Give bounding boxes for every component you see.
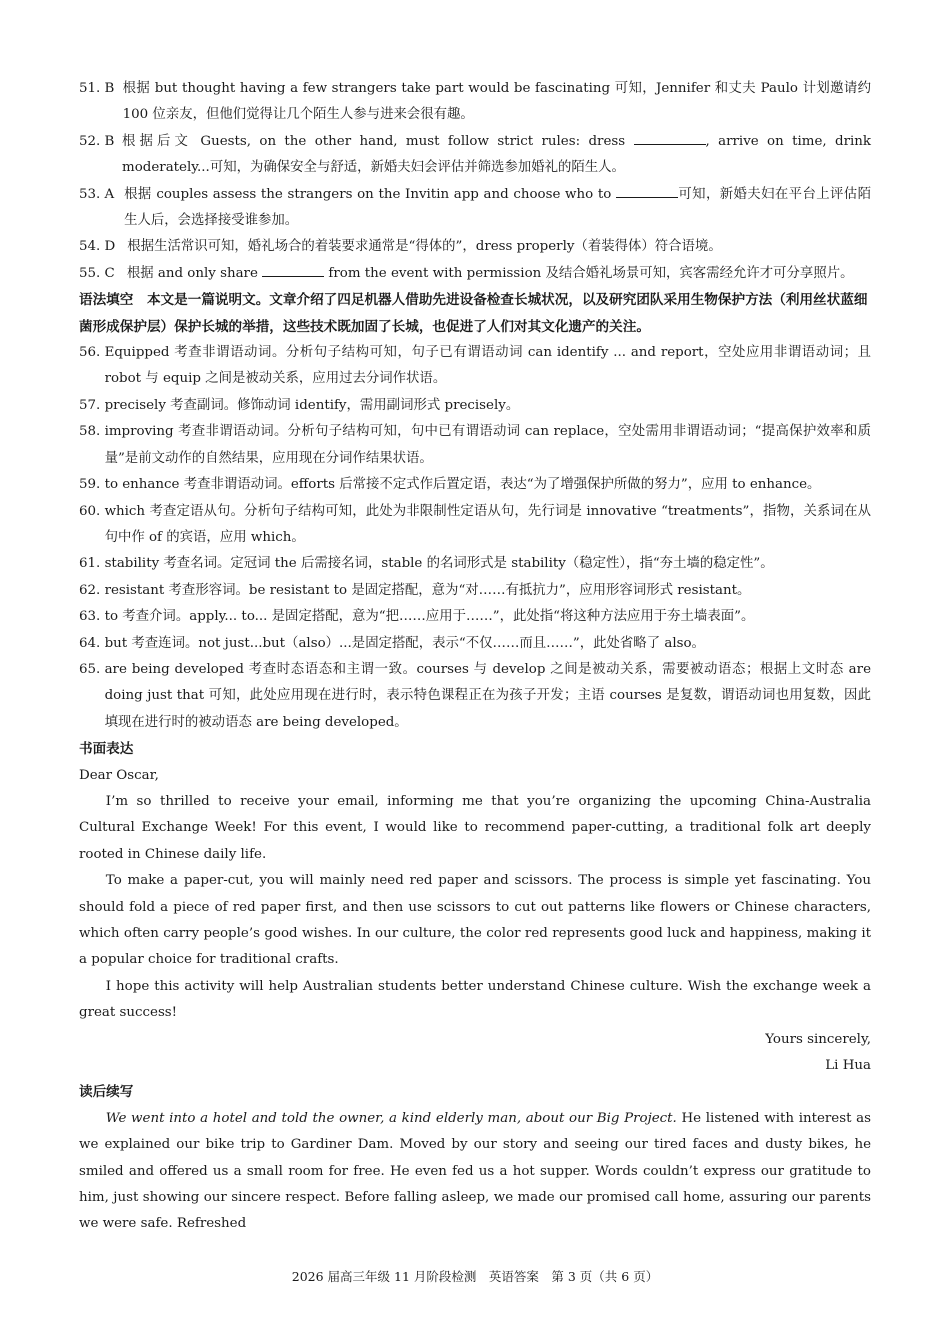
letter-paragraph: I’m so thrilled to receive your email, informing me that you’re organizing the upcoming China-Australia Cultural Exchange Week! For this event, I would like to recommend paper-cutting, a traditional folk art deeply rooted in Chinese daily life. bbox=[79, 793, 871, 862]
blank-line bbox=[262, 262, 324, 277]
answer-item-53 bbox=[79, 182, 871, 235]
explanation-text: 根据 couples assess the strangers on the Invitin app and choose who to bbox=[124, 186, 612, 202]
explanation-text: , arrive on time, drink moderately...可知，为确保安全与舒适，新婚夫妇会评估并筛选参加婚礼的陌生人。 bbox=[122, 133, 871, 176]
grammar-item-63 bbox=[79, 604, 871, 630]
grammar-item-60 bbox=[79, 499, 871, 552]
letter-closing: Yours sincerely, bbox=[765, 1031, 871, 1047]
grammar-item-59 bbox=[79, 472, 871, 498]
grammar-explanation: improving 考查非谓语动词。分析句子结构可知，句中已有谓语动词 can replace，空处需用非谓语动词；“提高保护效率和质量”是前文动作的自然结果，应用现在分词作结果状语。 bbox=[104, 424, 871, 466]
answer-explanation bbox=[122, 129, 871, 182]
blank-line bbox=[634, 130, 706, 145]
continuation-given-opening: We went into a hotel and told the owner, a kind elderly man, about our Big Project. bbox=[105, 1110, 677, 1126]
explanation-text: 可知，新婚夫妇在平台上评估陌生人后，会选择接受谁参加。 bbox=[124, 186, 871, 229]
letter-paragraph: To make a paper-cut, you will mainly need red paper and scissors. The process is simple yet fascinating. You should fold a piece of red paper first, and then use scissors to cut out patterns like flowers or Chinese characters, which often carry people’s good wishes. In our culture, the color red represents good luck and happiness, making it a popular choice for traditional crafts. bbox=[79, 873, 871, 968]
grammar-number: 56. bbox=[79, 345, 105, 361]
grammar-number: 57. bbox=[79, 397, 105, 413]
grammar-number: 65. bbox=[79, 661, 105, 677]
explanation-text: 根据后文 Guests, on the other hand, must follow strict rules: dress bbox=[122, 133, 626, 149]
grammar-number: 64. bbox=[79, 635, 105, 651]
answer-number: 53. A bbox=[79, 186, 115, 202]
grammar-item-62 bbox=[79, 578, 871, 604]
answer-page bbox=[79, 76, 871, 1238]
answer-explanation bbox=[124, 182, 871, 235]
answer-item-51 bbox=[79, 76, 871, 129]
grammar-number: 60. bbox=[79, 503, 105, 519]
grammar-explanation: to enhance 考查非谓语动词。efforts 后常接不定式作后置定语，表达“为了增强保护所做的努力”，应用 to enhance。 bbox=[104, 477, 821, 493]
answer-explanation bbox=[127, 261, 871, 287]
answer-item-52 bbox=[79, 129, 871, 182]
answer-number: 55. C bbox=[79, 265, 115, 281]
grammar-item-57 bbox=[79, 393, 871, 419]
grammar-explanation: but 考查连词。not just...but（also）...是固定搭配，表示“不仅……而且……”，此处省略了 also。 bbox=[104, 635, 705, 651]
grammar-explanation: to 考查介词。apply... to... 是固定搭配，意为“把……应用于……”，此处指“将这种方法应用于夯土墙表面”。 bbox=[104, 609, 755, 625]
grammar-explanation: stability 考查名词。定冠词 the 后需接名词，stable 的名词形式是 stability（稳定性），指“夯土墙的稳定性”。 bbox=[104, 556, 774, 572]
answer-item-55 bbox=[79, 261, 871, 287]
explanation-text: 根据 and only share bbox=[126, 265, 258, 281]
grammar-explanation: are being developed 考查时态语态和主谓一致。courses 与 develop 之间是被动关系，需要被动语态；根据上文时态 are doing just that 可知，此处应用现在进行时，表示特色课程正在为孩子开发；主语 courses 是复数，谓语动词也用复数，因此填现在进行时的被动语态 are being developed。 bbox=[104, 661, 871, 730]
writing-section-heading: 书面表达 bbox=[79, 741, 134, 758]
letter-paragraph: I hope this activity will help Australian students better understand Chinese culture. Wish the exchange week a great success! bbox=[79, 978, 871, 1021]
grammar-number: 58. bbox=[79, 424, 105, 440]
answer-number: 52. B bbox=[79, 133, 115, 149]
grammar-explanation: precisely 考查副词。修饰动词 identify，需用副词形式 precisely。 bbox=[104, 397, 520, 413]
continuation-paragraph bbox=[79, 1106, 871, 1238]
grammar-explanation: resistant 考查形容词。be resistant to 是固定搭配，意为“对……有抵抗力”，应用形容词形式 resistant。 bbox=[104, 582, 751, 598]
answer-explanation: 根据 but thought having a few strangers take part would be fascinating 可知，Jennifer 和丈夫 Paulo 计划邀请约 100 位亲友，但他们觉得让几个陌生人参与进来会很有趣。 bbox=[122, 81, 871, 123]
grammar-explanation: which 考查定语从句。分析句子结构可知，此处为非限制性定语从句，先行词是 innovative “treatments”，指物，关系词在从句中作 of 的宾语，应用 which。 bbox=[104, 503, 871, 545]
grammar-number: 62. bbox=[79, 582, 105, 598]
continuation-text: He listened with interest as we explained our bike trip to Gardiner Dam. Moved by our story and seeing our tired faces and dusty bikes, he smiled and offered us a small room for free. He even fed us a hot supper. Words couldn’t express our gratitude to him, just showing our sincere respect. Before falling asleep, we made our promised call home, assuring our parents we were safe. Refreshed bbox=[79, 1110, 871, 1232]
answer-number: 51. B bbox=[79, 81, 115, 96]
blank-line bbox=[616, 183, 678, 198]
grammar-number: 63. bbox=[79, 609, 105, 625]
explanation-text: from the event with permission 及结合婚礼场景可知，宾客需经允许才可分享照片。 bbox=[328, 265, 854, 281]
continuation-section-heading: 读后续写 bbox=[79, 1084, 134, 1101]
grammar-item-64 bbox=[79, 631, 871, 657]
letter-signature: Li Hua bbox=[825, 1058, 871, 1074]
grammar-section-heading: 语法填空 本文是一篇说明文。文章介绍了四足机器人借助先进设备检查长城状况，以及研究团队采用生物保护方法（利用丝状蓝细菌形成保护层）保护长城的举措，这些技术既加固了长城，也促进了人们对其文化遗产的关注。 bbox=[79, 292, 868, 335]
answer-number: 54. D bbox=[79, 239, 116, 255]
answer-explanation: 根据生活常识可知，婚礼场合的着装要求通常是“得体的”，dress properly（着装得体）符合语境。 bbox=[127, 239, 722, 255]
page-footer: 2026 届高三年级 11 月阶段检测 英语答案 第 3 页（共 6 页） bbox=[291, 1269, 659, 1284]
grammar-item-65 bbox=[79, 657, 871, 736]
grammar-explanation: Equipped 考查非谓语动词。分析句子结构可知，句子已有谓语动词 can identify ... and report，空处应用非谓语动词；且 robot 与 equip 之间是被动关系，应用过去分词作状语。 bbox=[104, 345, 871, 387]
answer-item-54 bbox=[79, 234, 871, 260]
letter-greeting: Dear Oscar, bbox=[79, 767, 159, 783]
grammar-number: 61. bbox=[79, 556, 105, 572]
grammar-number: 59. bbox=[79, 477, 105, 493]
grammar-item-61 bbox=[79, 551, 871, 577]
grammar-item-56 bbox=[79, 340, 871, 393]
grammar-item-58 bbox=[79, 419, 871, 472]
